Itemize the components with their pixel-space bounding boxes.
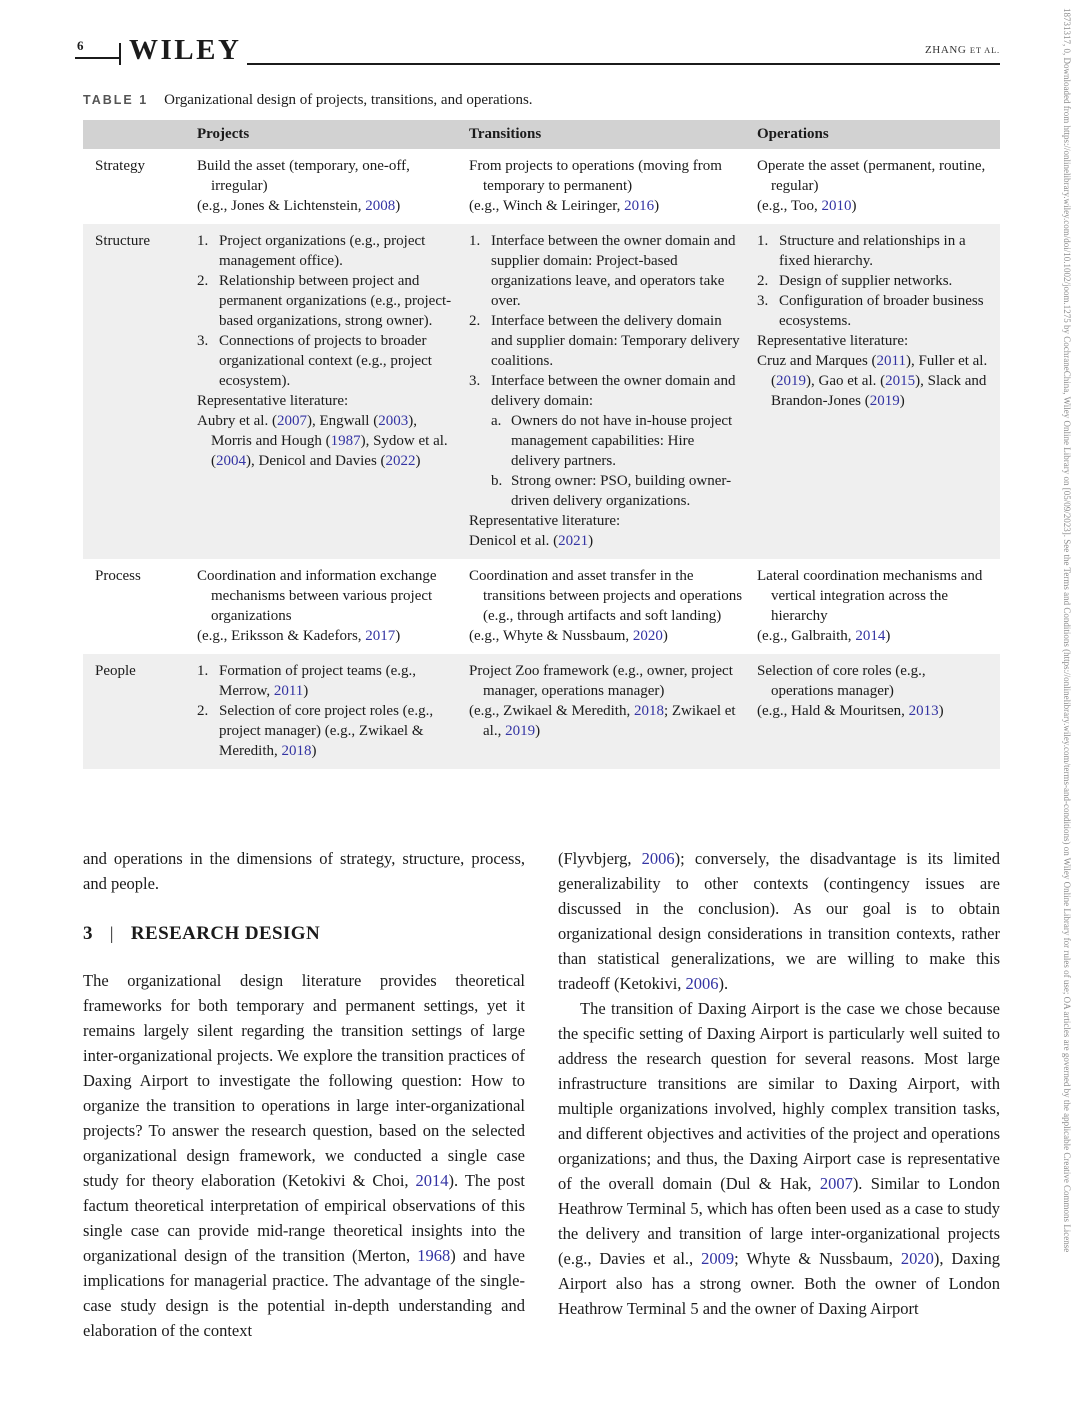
list-item	[469, 311, 743, 371]
list-item	[469, 371, 743, 411]
citation-year[interactable]: 2019	[869, 393, 900, 409]
text-run: The transition of Daxing Airport is the case we chose because the specific setting of Daxing Airport is particularly well suited to address the research question for several reasons. Most large infrastructure transitions are similar to Daxing Airport, with multiple organizations involved, highly complex transition tasks, and different objectives and activities of the project and operations organizations; and thus, the Daxing Airport case is representative of the overall domain (Dul & Hak,	[558, 999, 1000, 1193]
text-run: Representative literature:	[469, 513, 621, 529]
paragraph	[757, 351, 988, 411]
text-run: Representative literature:	[197, 393, 349, 409]
text-run: Structure and relationships in a fixed hierarchy.	[779, 233, 966, 269]
citation-year[interactable]: 2008	[365, 198, 396, 214]
text-run: Cruz and Marques (	[757, 353, 877, 369]
citation-year[interactable]: 2007	[276, 413, 307, 429]
text-run: ), Morris and Hough (	[211, 413, 417, 449]
body-text	[83, 846, 1000, 1343]
paragraph	[757, 701, 988, 721]
page-header	[77, 34, 1000, 82]
wiley-logo: WILEY	[129, 34, 242, 66]
citation-year[interactable]: 2009	[701, 1249, 735, 1268]
text-run: Operate the asset (permanent, routine, regular)	[757, 158, 986, 194]
running-head	[925, 44, 1000, 56]
text-run: )	[662, 628, 668, 644]
page-number: 6	[77, 38, 84, 53]
citation-year[interactable]: 2017	[365, 628, 396, 644]
list-item	[469, 231, 743, 311]
citation-year[interactable]: 2014	[855, 628, 886, 644]
table-cell	[195, 559, 467, 654]
text-run: From projects to operations (moving from temporary to permanent)	[469, 158, 722, 194]
paragraph	[197, 626, 455, 646]
list-marker: 2.	[197, 703, 209, 719]
paragraph	[469, 196, 743, 216]
citation-year[interactable]: 2016	[624, 198, 655, 214]
citation-year[interactable]: 2011	[273, 683, 304, 699]
list-item	[757, 271, 988, 291]
list-item	[197, 331, 455, 391]
citation-year[interactable]: 2020	[632, 628, 663, 644]
heading-separator: |	[109, 923, 114, 943]
text-run: Lateral coordination mechanisms and vertical integration across the hierarchy	[757, 568, 983, 624]
list-marker: 2.	[197, 273, 209, 289]
table-cell	[755, 559, 1000, 654]
citation-year[interactable]: 2006	[685, 974, 719, 993]
table-cell	[755, 224, 1000, 559]
citation-year[interactable]: 2018	[281, 743, 312, 759]
table-body	[83, 149, 1000, 769]
citation-year[interactable]: 2018	[633, 703, 664, 719]
text-run: Interface between the owner domain and supplier domain: Project-based organizations leave, and operators take over.	[491, 233, 736, 309]
list-marker: 3.	[469, 373, 481, 389]
text-run: Configuration of broader business ecosystems.	[779, 293, 984, 329]
list-marker: 2.	[469, 313, 481, 329]
list-marker: 1.	[197, 233, 209, 249]
paragraph	[757, 566, 988, 626]
paragraph	[757, 661, 988, 701]
text-run: (e.g., Winch & Leiringer,	[469, 198, 625, 214]
text-run: Formation of project teams (e.g., Merrow,	[219, 663, 417, 699]
list-item-text	[219, 331, 455, 391]
column-right	[558, 846, 1000, 1343]
text-run: )	[885, 628, 891, 644]
column-header: Transitions	[467, 120, 755, 149]
text-run: Design of supplier networks.	[779, 273, 953, 289]
paragraph	[757, 156, 988, 196]
paragraph	[83, 968, 525, 1343]
list-item	[197, 701, 455, 761]
table-cell	[195, 149, 467, 224]
citation-year[interactable]: 1987	[330, 433, 361, 449]
text-run: (e.g., Too,	[757, 198, 822, 214]
paragraph	[558, 846, 1000, 996]
citation-year[interactable]: 2014	[415, 1171, 449, 1190]
citation-year[interactable]: 2019	[776, 373, 806, 389]
citation-year[interactable]: 2013	[908, 703, 939, 719]
citation-year[interactable]: 2022	[385, 453, 416, 469]
text-run: Interface between the delivery domain and supplier domain: Temporary delivery coalitions.	[491, 313, 740, 369]
table-cell	[467, 224, 755, 559]
text-run: (e.g., Whyte & Nussbaum,	[469, 628, 633, 644]
paragraph	[197, 411, 455, 471]
text-run: )	[415, 453, 421, 469]
text-run: and operations in the dimensions of strategy, structure, process, and people.	[83, 849, 525, 893]
text-run: ) and have implications for managerial practice. The advantage of the single-case study design is the potential in-depth understanding and elaboration of the context	[83, 1246, 526, 1340]
citation-year[interactable]: 2021	[558, 533, 589, 549]
citation-year[interactable]: 2003	[378, 413, 409, 429]
paragraph	[83, 846, 525, 896]
list-marker: 3.	[197, 333, 209, 349]
text-run: )	[395, 628, 401, 644]
list-item-text	[491, 371, 743, 411]
table-label: TABLE 1	[83, 93, 149, 107]
text-run: Selection of core roles (e.g., operations manager)	[757, 663, 926, 699]
text-run: (e.g., Galbraith,	[757, 628, 856, 644]
text-run: Coordination and asset transfer in the transitions between projects and operations (e.g., through artifacts and soft landing)	[469, 568, 743, 624]
list-marker: 1.	[469, 233, 481, 249]
text-run: )	[311, 743, 317, 759]
table-cell	[467, 149, 755, 224]
license-text: 18731317, 0, Downloaded from https://onlinelibrary.wiley.com/doi/10.1002/joom.1275 by CochraneChina, Wiley Online Library on [05/09/2023]. See the Terms and Conditions (https://onlinelibrary.wiley.com/terms-and-conditions) on Wiley Online Library for rules of use; OA articles are governed by the applicable Creative Commons License	[1062, 8, 1072, 1253]
table-row	[83, 224, 1000, 559]
text-run: Denicol et al. (	[469, 533, 559, 549]
row-label: Process	[95, 568, 141, 584]
table-cell	[755, 654, 1000, 769]
list-item-text	[779, 271, 988, 291]
table-cell	[195, 654, 467, 769]
text-run: )	[395, 198, 401, 214]
table-cell	[467, 654, 755, 769]
citation-year[interactable]: 2004	[216, 453, 246, 469]
paragraph	[469, 531, 743, 551]
citation-year[interactable]: 1968	[417, 1246, 451, 1265]
list-item-text	[491, 231, 743, 311]
table-1	[83, 120, 1000, 769]
text-run: Aubry et al. (	[197, 413, 277, 429]
paragraph	[469, 156, 743, 196]
list-item	[491, 411, 743, 471]
text-run: ), Fuller et al. (	[771, 353, 988, 389]
column-header: Operations	[755, 120, 1000, 149]
text-run: Build the asset (temporary, one-off, irregular)	[197, 158, 410, 194]
section-heading	[83, 923, 525, 945]
paragraph	[197, 156, 455, 196]
text-run: (Flyvbjerg,	[558, 849, 642, 868]
citation-year[interactable]: 2007	[819, 1174, 853, 1193]
text-run: (e.g., Zwikael & Meredith,	[469, 703, 634, 719]
text-run: ), Gao et al. (	[806, 373, 886, 389]
text-run: )	[851, 198, 857, 214]
text-run: )	[535, 723, 541, 739]
list-item-text	[491, 311, 743, 371]
row-label: People	[83, 654, 195, 769]
table-cell	[195, 224, 467, 559]
header-rule-short	[75, 57, 119, 59]
text-run: ; Whyte & Nussbaum,	[734, 1249, 901, 1268]
table-caption	[83, 92, 1000, 109]
table-row	[83, 654, 1000, 769]
running-head-authors: ZHANG	[924, 44, 970, 56]
text-run: (e.g., Hald & Mouritsen,	[757, 703, 909, 719]
text-run: ). Similar to London Heathrow Terminal 5, which has often been used as a case to study the delivery and transition of large inter-organizational projects (e.g., Davies et al.,	[558, 1174, 1000, 1268]
download-license-vertical-text	[1062, 8, 1072, 1414]
list-item-text	[219, 271, 455, 331]
column-left	[83, 846, 525, 1343]
row-label: Structure	[83, 224, 195, 559]
text-run: Owners do not have in-house project management capabilities: Hire delivery partners.	[511, 413, 733, 469]
list-marker: 1.	[757, 233, 769, 249]
paragraph	[197, 566, 455, 626]
text-run: Project organizations (e.g., project management office).	[219, 233, 426, 269]
list-item	[197, 271, 455, 331]
paragraph	[469, 566, 743, 626]
text-run: ), Daxing Airport also has a strong owner. Both the owner of London Heathrow Terminal 5 and the owner of Daxing Airport	[558, 1249, 1000, 1318]
table-row	[83, 149, 1000, 224]
citation-year[interactable]: 2006	[641, 849, 675, 868]
citation-year[interactable]: 2010	[821, 198, 852, 214]
list-item	[197, 231, 455, 271]
table-cell	[467, 559, 755, 654]
list-item-text	[511, 471, 743, 511]
text-run: ; Zwikael et al.,	[483, 703, 736, 739]
table-header-row	[83, 120, 1000, 149]
text-run: Connections of projects to broader organizational context (e.g., project ecosystem).	[219, 333, 432, 389]
list-item-text	[219, 701, 455, 761]
header-rule	[247, 63, 1000, 65]
text-run: ).	[718, 974, 729, 993]
paragraph	[469, 626, 743, 646]
list-marker: 3.	[757, 293, 769, 309]
text-run: )	[588, 533, 594, 549]
text-run: 3	[83, 923, 93, 944]
paragraph	[469, 511, 743, 531]
paragraph	[469, 661, 743, 701]
text-run: Selection of core project roles (e.g., project manager) (e.g., Zwikael & Meredith,	[219, 703, 434, 759]
list-marker: 1.	[197, 663, 209, 679]
text-run: Coordination and information exchange mechanisms between various project organizations	[197, 568, 437, 624]
citation-year[interactable]: 2020	[900, 1249, 934, 1268]
table-row	[83, 559, 1000, 654]
text-run: ), Denicol and Davies (	[246, 453, 386, 469]
list-item	[491, 471, 743, 511]
list-item	[757, 291, 988, 331]
list-item-text	[779, 291, 988, 331]
text-run: RESEARCH DESIGN	[130, 923, 321, 944]
paragraph	[757, 331, 988, 351]
text-run: )	[303, 683, 309, 699]
paragraph	[558, 996, 1000, 1321]
paragraph	[757, 626, 988, 646]
column-header: Projects	[195, 120, 467, 149]
list-item	[757, 231, 988, 271]
text-run: )	[938, 703, 944, 719]
text-run: Project Zoo framework (e.g., owner, project manager, operations manager)	[469, 663, 733, 699]
list-item-text	[219, 231, 455, 271]
table-cell	[755, 149, 1000, 224]
text-run: ); conversely, the disadvantage is its limited generalizability to other contexts (contingency issues are discussed in the conclusion). As our goal is to obtain organizational design considerations in transition contexts, rather than statistical generalizations, we are willing to make this tradeoff (Ketokivi,	[558, 849, 1000, 993]
text-run: Strong owner: PSO, building owner-driven delivery organizations.	[511, 473, 732, 509]
running-head-etal: ET AL.	[969, 45, 1000, 55]
text-run: ), Sydow et al. (	[211, 433, 448, 469]
list-marker: a.	[491, 413, 502, 429]
text-run: Interface between the owner domain and delivery domain:	[491, 373, 736, 409]
paragraph	[197, 391, 455, 411]
text-run: )	[654, 198, 660, 214]
text-run: ). The post factum theoretical interpretation of empirical observations of this single case can provide mid-range theoretical insights into the organizational design of the transition (Merton,	[83, 1171, 525, 1265]
text-run: ), Engwall (	[306, 413, 379, 429]
text-run: Relationship between project and permanent organizations (e.g., project-based organizations, strong owner).	[219, 273, 452, 329]
list-item-text	[779, 231, 988, 271]
list-item	[197, 661, 455, 701]
citation-year[interactable]: 2019	[505, 723, 536, 739]
text-run: ), Slack and Brandon-Jones (	[771, 373, 987, 409]
text-run: (e.g., Jones & Lichtenstein,	[197, 198, 366, 214]
table-caption-text: Organizational design of projects, transitions, and operations.	[164, 92, 533, 108]
citation-year[interactable]: 2015	[885, 373, 916, 389]
list-marker: b.	[491, 473, 503, 489]
text-run: The organizational design literature provides theoretical frameworks for both temporary and permanent settings, yet it remains largely silent regarding the transition settings of large inter-organizational projects. We explore the transition practices of Daxing Airport to investigate the following question: How to organize the transition to operations in large inter-organizational projects? To answer the research question, based on the selected organizational design framework, we conducted a single case study for theory elaboration (Ketokivi & Choi,	[83, 971, 525, 1190]
list-marker: 2.	[757, 273, 769, 289]
text-run: (e.g., Eriksson & Kadefors,	[197, 628, 366, 644]
paragraph	[757, 196, 988, 216]
text-run: Representative literature:	[757, 333, 909, 349]
list-item-text	[511, 411, 743, 471]
citation-year[interactable]: 2011	[876, 353, 906, 369]
text-run: )	[899, 393, 905, 409]
list-item-text	[219, 661, 455, 701]
row-label: Strategy	[95, 158, 145, 174]
paragraph	[469, 701, 743, 741]
column-header-empty	[83, 120, 195, 149]
paragraph	[197, 196, 455, 216]
header-rule-tick	[119, 43, 121, 65]
